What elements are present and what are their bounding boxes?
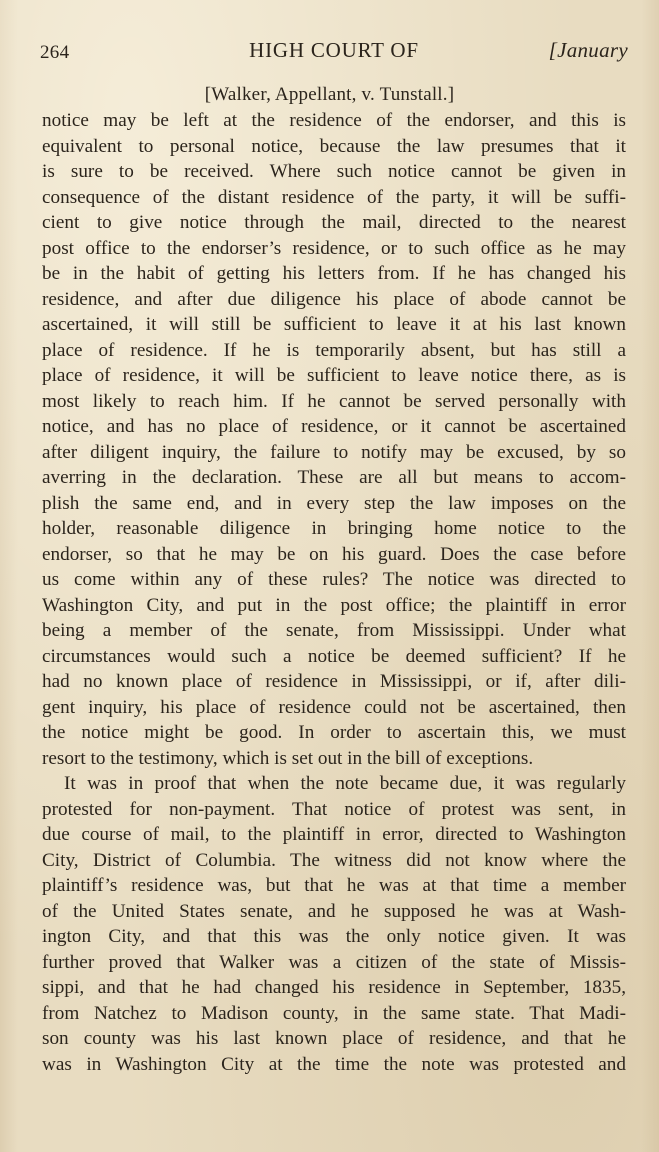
paragraph-start-line: It was in proof that when the note became due, it was regularly xyxy=(64,773,626,794)
text-line: averring in the declaration. These are all but means to accom- xyxy=(42,467,626,488)
text-line: cient to give notice through the mail, directed to the nearest xyxy=(42,212,626,233)
text-line: the notice might be good. In order to ascertain this, we must xyxy=(42,722,626,743)
text-line: circumstances would such a notice be deemed sufficient? If he xyxy=(42,645,626,667)
text-line: was in Washington City at the time the note was protested and xyxy=(42,1053,626,1075)
body-text xyxy=(42,108,626,1077)
running-head: HIGH COURT OF xyxy=(249,38,419,62)
text-line: of the United States senate, and he supposed he was at Wash- xyxy=(42,900,626,922)
text-line: had no known place of residence in Mississippi, or if, after dili- xyxy=(42,671,626,692)
text-line: place of residence. If he is temporarily absent, but has still a xyxy=(42,339,626,361)
text-line: City, District of Columbia. The witness did not know where the xyxy=(42,849,626,871)
text-line: is sure to be received. Where such notice cannot be given in xyxy=(42,161,626,182)
text-line: post office to the endorser’s residence, or to such office as he may xyxy=(42,237,626,259)
text-line: most likely to reach him. If he cannot be served personally with xyxy=(42,390,626,412)
text-line: residence, and after due diligence his place of abode cannot be xyxy=(42,288,626,310)
text-line: due course of mail, to the plaintiff in error, directed to Washington xyxy=(42,824,626,845)
text-line: holder, reasonable diligence in bringing home notice to the xyxy=(42,518,626,539)
page-number: 264 xyxy=(40,42,70,63)
text-line: from Natchez to Madison county, in the same state. That Madi- xyxy=(42,1002,626,1024)
text-line: further proved that Walker was a citizen of the state of Missis- xyxy=(42,951,626,973)
text-line: ington City, and that this was the only notice given. It was xyxy=(42,926,626,947)
text-line: be in the habit of getting his letters from. If he has changed his xyxy=(42,263,626,284)
case-caption: [Walker, Appellant, v. Tunstall.] xyxy=(204,84,455,105)
text-line: Washington City, and put in the post office; the plaintiff in error xyxy=(42,594,626,616)
text-line: protested for non-payment. That notice of protest was sent, in xyxy=(42,798,626,820)
text-line: notice, and has no place of residence, or it cannot be ascertained xyxy=(42,416,626,437)
text-line: plish the same end, and in every step the law imposes on the xyxy=(42,492,626,514)
text-line: son county was his last known place of residence, and that he xyxy=(42,1028,626,1049)
text-line: plaintiff’s residence was, but that he was at that time a member xyxy=(42,875,626,896)
text-line: ascertained, it will still be sufficient to leave it at his last known xyxy=(42,314,626,335)
text-line: consequence of the distant residence of the party, it will be suffi- xyxy=(42,186,626,208)
text-line: place of residence, it will be sufficient to leave notice there, as is xyxy=(42,365,626,386)
text-line: after diligent inquiry, the failure to notify may be excused, by so xyxy=(42,441,626,463)
text-line: gent inquiry, his place of residence could not be ascertained, then xyxy=(42,696,626,718)
paragraph-end-line: resort to the testimony, which is set out in the bill of exceptions. xyxy=(42,747,534,769)
text-line: endorser, so that he may be on his guard. Does the case before xyxy=(42,543,626,565)
text-line: sippi, and that he had changed his residence in September, 1835, xyxy=(42,977,626,998)
page-header xyxy=(40,38,628,68)
text-line: being a member of the senate, from Mississippi. Under what xyxy=(42,620,626,641)
running-date: [January xyxy=(548,38,628,62)
text-line: notice may be left at the residence of the endorser, and this is xyxy=(42,110,626,131)
text-line: us come within any of these rules? The notice was directed to xyxy=(42,569,626,590)
text-line: equivalent to personal notice, because the law presumes that it xyxy=(42,135,626,157)
